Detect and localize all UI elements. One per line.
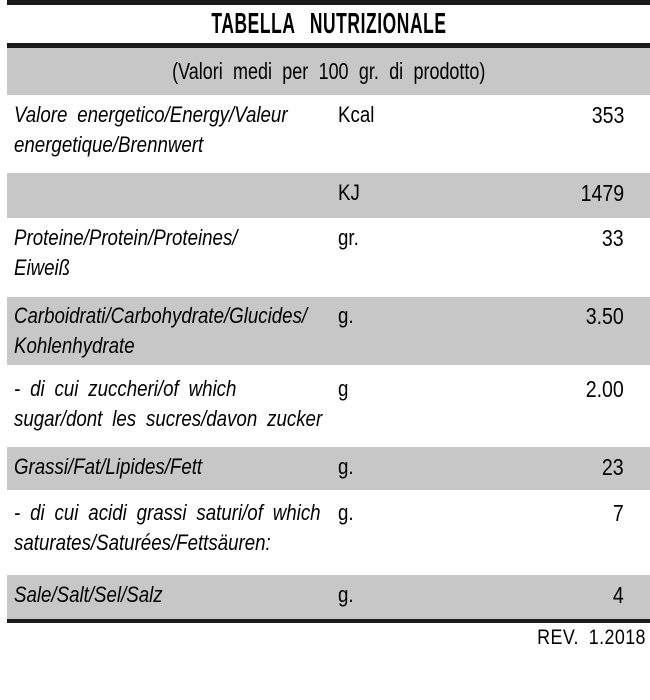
value-cell [448, 301, 650, 331]
nutrient-label-text: energetique/Brennwert [14, 132, 204, 157]
table-row [7, 297, 650, 365]
nutrient-label-line [14, 253, 338, 283]
serving-size-note: (Valori medi per 100 gr. di prodotto) [171, 58, 486, 84]
nutrient-label-text: Valore energetico/Energy/Valeur [14, 102, 288, 127]
value-cell [448, 223, 650, 253]
unit-label: gr. [338, 225, 359, 250]
table-row [7, 218, 650, 297]
nutrient-label-line [14, 528, 338, 558]
page-title: TABELLA NUTRIZIONALE [210, 7, 447, 40]
nutrient-label-text: Carboidrati/Carbohydrate/Glucides/ [14, 303, 308, 328]
table-row [7, 173, 650, 218]
value-cell [448, 498, 650, 528]
unit-cell [338, 452, 448, 482]
nutrient-value: 1479 [580, 180, 624, 206]
unit-cell [338, 100, 448, 130]
table-row [7, 447, 650, 490]
unit-cell [338, 178, 448, 208]
table-row [7, 95, 650, 173]
unit-cell [338, 498, 448, 528]
table-rows [7, 95, 650, 619]
nutrient-label-text: Kohlenhydrate [14, 333, 135, 358]
value-cell [448, 100, 650, 130]
value-cell [448, 580, 650, 610]
revision-footer [7, 623, 650, 650]
nutrient-label [7, 374, 338, 434]
table-row [7, 575, 650, 619]
nutrient-label-text: - di cui zuccheri/of which [14, 376, 237, 401]
value-cell [448, 374, 650, 404]
value-cell [448, 178, 650, 208]
nutrient-label [7, 452, 338, 482]
nutrient-label-line [14, 498, 338, 528]
nutrient-label-text: Sale/Salt/Sel/Salz [14, 582, 163, 607]
unit-label: g [338, 376, 349, 401]
unit-cell [338, 223, 448, 253]
nutrient-label-text: saturates/Saturées/Fettsäuren: [14, 530, 271, 555]
nutrient-label-text: sugar/dont les sucres/davon zucker [14, 406, 323, 431]
nutrient-value: 33 [602, 225, 624, 251]
nutrient-label-line [14, 100, 338, 130]
unit-cell [338, 301, 448, 331]
nutrient-label-line [14, 404, 338, 434]
unit-label: g. [338, 303, 354, 328]
revision-text: REV. 1.2018 [537, 626, 646, 649]
nutrient-label-text: Eiweiß [14, 255, 71, 280]
table-row [7, 365, 650, 447]
unit-label: g. [338, 454, 354, 479]
unit-cell [338, 374, 448, 404]
nutrient-label [7, 301, 338, 361]
nutrient-label-text: Proteine/Protein/Proteines/ [14, 225, 238, 250]
unit-cell [338, 580, 448, 610]
nutrient-label-line [14, 331, 338, 361]
nutrient-value: 353 [591, 102, 624, 128]
nutrient-value: 7 [613, 500, 624, 526]
table-row [7, 490, 650, 575]
title-band [7, 5, 650, 43]
nutrient-label [7, 580, 338, 610]
unit-label: KJ [338, 180, 360, 205]
unit-label: g. [338, 582, 354, 607]
subtitle-band [7, 48, 650, 95]
nutrient-label-line [14, 130, 338, 160]
nutrition-table [7, 0, 650, 623]
unit-label: g. [338, 500, 354, 525]
nutrient-label [7, 100, 338, 160]
nutrient-value: 2.00 [585, 376, 624, 402]
value-cell [448, 452, 650, 482]
nutrient-value: 23 [602, 454, 624, 480]
nutrient-label [7, 223, 338, 283]
nutrient-label-line [14, 580, 338, 610]
nutrient-label-line [14, 374, 338, 404]
unit-label: Kcal [338, 102, 375, 127]
nutrient-label-line [14, 301, 338, 331]
nutrient-label-text: - di cui acidi grassi saturi/of which [14, 500, 321, 525]
nutrient-label [7, 498, 338, 558]
nutrient-label-line [14, 223, 338, 253]
nutrient-value: 4 [613, 582, 624, 608]
nutrient-label-line [14, 452, 338, 482]
nutrient-label-text: Grassi/Fat/Lipides/Fett [14, 454, 203, 479]
nutrient-value: 3.50 [585, 303, 624, 329]
